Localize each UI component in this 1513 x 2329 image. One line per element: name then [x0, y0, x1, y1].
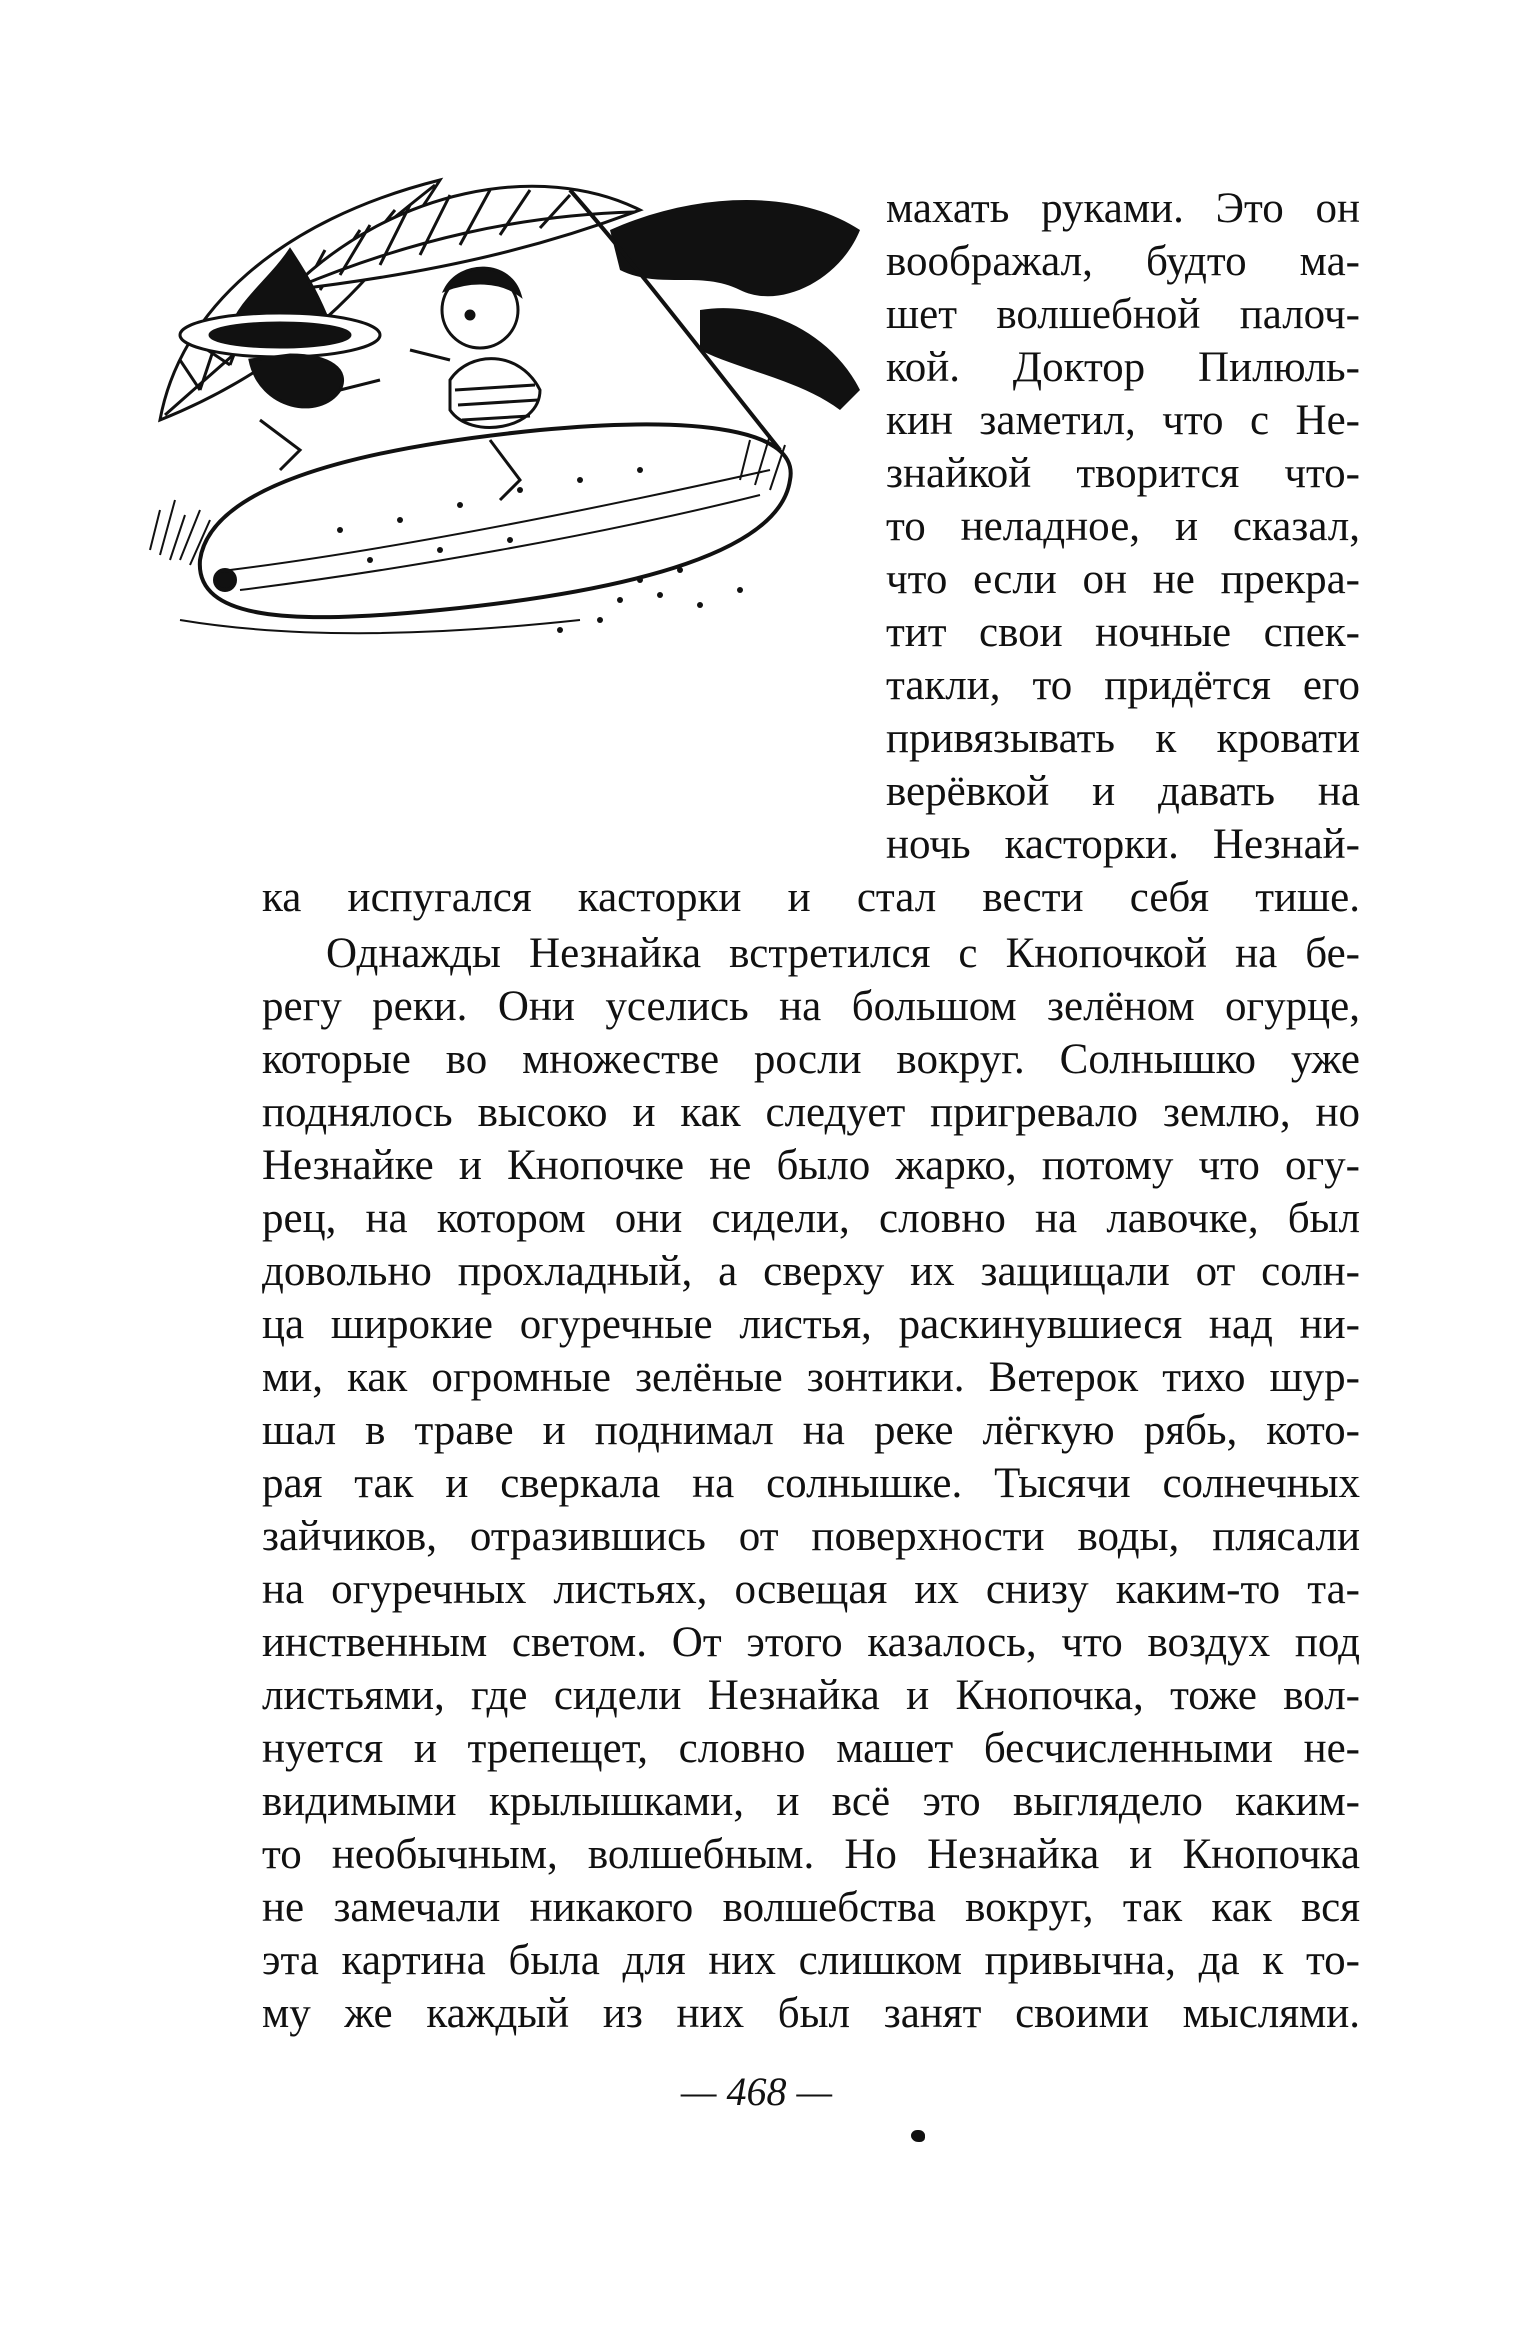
text-line: эта картина была для них слишком привычна, да к то-	[262, 1937, 1360, 1984]
text-line: ми, как огромные зелёные зонтики. Ветерок тихо шур-	[262, 1354, 1360, 1401]
text-line: тит свои ночные спек-	[886, 609, 1360, 656]
text-line: видимыми крылышками, и всё это выглядело каким-	[262, 1778, 1360, 1825]
text-line: то неладное, и сказал,	[886, 503, 1360, 550]
text-line: регу реки. Они уселись на большом зелёном огурце,	[262, 983, 1360, 1030]
text-line: ка испугался касторки и стал вести себя тише.	[262, 874, 1360, 921]
text-line: не замечали никакого волшебства вокруг, так как вся	[262, 1884, 1360, 1931]
text-line: поднялось высоко и как следует пригревало землю, но	[262, 1089, 1360, 1136]
text-line: рая так и сверкала на солнышке. Тысячи солнечных	[262, 1460, 1360, 1507]
text-line: такли, то придётся его	[886, 662, 1360, 709]
text-line: нуется и трепещет, словно машет бесчисленными не-	[262, 1725, 1360, 1772]
text-line: инственным светом. От этого казалось, что воздух под	[262, 1619, 1360, 1666]
text-line: рец, на котором они сидели, словно на лавочке, был	[262, 1195, 1360, 1242]
text-line: Незнайке и Кнопочке не было жарко, потому что огу-	[262, 1142, 1360, 1189]
text-line: ночь касторки. Незнай-	[886, 821, 1360, 868]
page-number: — 468 —	[680, 2069, 833, 2114]
text-line: знайкой творится что-	[886, 450, 1360, 497]
text-line: зайчиков, отразившись от поверхности воды, плясали	[262, 1513, 1360, 1560]
text-line: му же каждый из них был занят своими мыслями.	[262, 1990, 1360, 2037]
text-line: на огуречных листьях, освещая их снизу каким-то та-	[262, 1566, 1360, 1613]
text-line: воображал, будто ма-	[886, 238, 1360, 285]
text-line: кин заметил, что с Не-	[886, 397, 1360, 444]
text-line: довольно прохладный, а сверху их защищали от солн-	[262, 1248, 1360, 1295]
text-line: привязывать к кровати	[886, 715, 1360, 762]
text-line: махать руками. Это он	[886, 185, 1360, 232]
text-line: верёвкой и давать на	[886, 768, 1360, 815]
illustration-cucumber-scene	[140, 150, 870, 750]
text-line: шал в траве и поднимал на реке лёгкую рябь, кото-	[262, 1407, 1360, 1454]
text-line: то необычным, волшебным. Но Незнайка и Кнопочка	[262, 1831, 1360, 1878]
paragraph-first-line: Однажды Незнайка встретился с Кнопочкой на бе-	[326, 930, 1360, 977]
text-line: кой. Доктор Пилюль-	[886, 344, 1360, 391]
cucumber	[200, 424, 791, 617]
text-line: ца широкие огуречные листья, раскинувшиеся над ни-	[262, 1301, 1360, 1348]
text-line: листьями, где сидели Незнайка и Кнопочка, тоже вол-	[262, 1672, 1360, 1719]
dark-foliage	[610, 200, 860, 410]
text-line: которые во множестве росли вокруг. Солнышко уже	[262, 1036, 1360, 1083]
text-line: что если он не прекра-	[886, 556, 1360, 603]
ink-blot	[911, 2130, 925, 2142]
text-line: шет волшебной палоч-	[886, 291, 1360, 338]
